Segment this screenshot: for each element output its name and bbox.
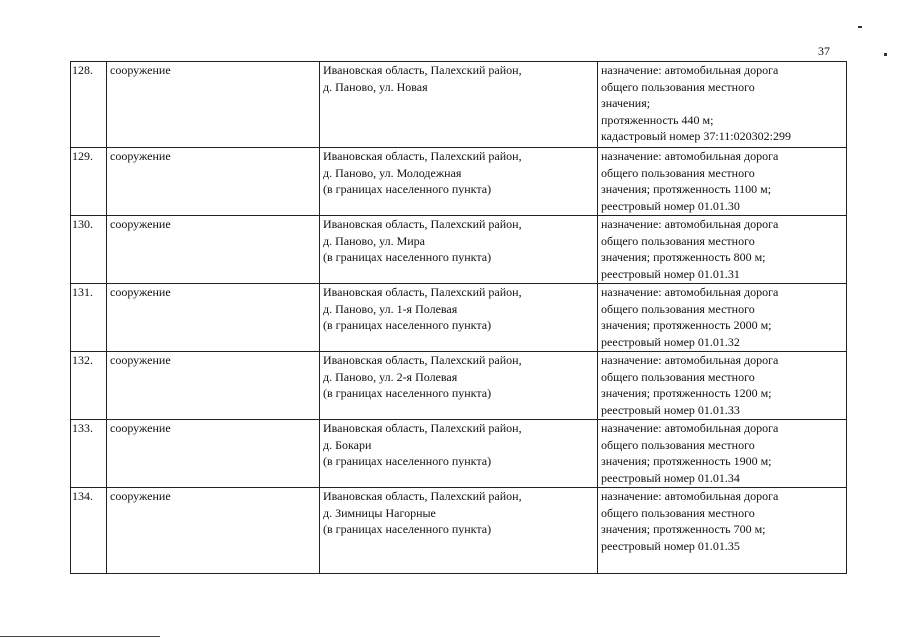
address-cell [320,148,598,216]
description-line: назначение: автомобильная дорога [601,285,779,299]
row-number: 130. [71,216,107,284]
description-line: протяженность 440 м; [601,112,714,127]
address-line: Ивановская область, Палехский район, [323,285,522,299]
address-cell [320,488,598,574]
address-line: д. Паново, ул. Мира [323,233,425,248]
description-line: общего пользования местного [601,437,755,452]
description-cell [598,148,847,216]
address-line: д. Паново, ул. 1-я Полевая [323,301,458,316]
description-cell [598,352,847,420]
description-cell [598,284,847,352]
address-line: Ивановская область, Палехский район, [323,353,522,367]
address-cell [320,62,598,148]
description-line: назначение: автомобильная дорога [601,63,779,77]
description-line: реестровый номер 01.01.30 [601,198,740,213]
address-line: (в границах населенного пункта) [323,250,492,264]
description-line: реестровый номер 01.01.31 [601,266,740,281]
description-cell [598,420,847,488]
object-type: сооружение [107,352,320,420]
description-line: значения; протяженность 800 м; [601,250,766,264]
table-row [71,488,847,574]
description-line: общего пользования местного [601,79,755,94]
address-line: (в границах населенного пункта) [323,522,492,536]
description-line: реестровый номер 01.01.33 [601,402,740,417]
description-line: общего пользования местного [601,165,755,180]
scan-artifact [884,53,887,56]
address-cell [320,352,598,420]
scan-artifact [0,636,160,637]
object-type: сооружение [107,216,320,284]
row-number: 132. [71,352,107,420]
description-line: значения; протяженность 700 м; [601,522,766,536]
table-row [71,148,847,216]
address-line: Ивановская область, Палехский район, [323,149,522,163]
row-number: 133. [71,420,107,488]
table-row [71,352,847,420]
description-line: значения; протяженность 1900 м; [601,454,772,468]
table-body [71,62,847,574]
description-line: значения; протяженность 2000 м; [601,318,772,332]
description-line: общего пользования местного [601,505,755,520]
address-line: Ивановская область, Палехский район, [323,63,522,77]
description-line: кадастровый номер 37:11:020302:299 [601,129,791,143]
description-line: общего пользования местного [601,369,755,384]
address-line: (в границах населенного пункта) [323,318,492,332]
table-row [71,62,847,148]
address-line: (в границах населенного пункта) [323,386,492,400]
description-cell [598,488,847,574]
address-cell [320,216,598,284]
description-line: назначение: автомобильная дорога [601,217,779,231]
address-line: (в границах населенного пункта) [323,454,492,468]
address-line: Ивановская область, Палехский район, [323,489,522,503]
address-line: Ивановская область, Палехский район, [323,421,522,435]
row-number: 134. [71,488,107,574]
table-row [71,284,847,352]
scan-artifact [858,26,862,28]
address-line: (в границах населенного пункта) [323,182,492,196]
description-line: значения; [601,96,651,110]
description-line: общего пользования местного [601,233,755,248]
address-line: д. Паново, ул. 2-я Полевая [323,369,458,384]
address-cell [320,284,598,352]
address-line: Ивановская область, Палехский район, [323,217,522,231]
address-cell [320,420,598,488]
object-type: сооружение [107,420,320,488]
description-line: реестровый номер 01.01.35 [601,538,740,553]
object-type: сооружение [107,488,320,574]
table-row [71,420,847,488]
description-line: значения; протяженность 1100 м; [601,182,772,196]
address-line: д. Паново, ул. Новая [323,79,428,94]
row-number: 129. [71,148,107,216]
description-line: назначение: автомобильная дорога [601,149,779,163]
description-line: реестровый номер 01.01.34 [601,470,740,485]
table-row [71,216,847,284]
object-type: сооружение [107,148,320,216]
description-line: назначение: автомобильная дорога [601,489,779,503]
description-line: назначение: автомобильная дорога [601,353,779,367]
row-number: 131. [71,284,107,352]
registry-table [70,61,847,574]
description-cell [598,62,847,148]
description-line: общего пользования местного [601,301,755,316]
row-number: 128. [71,62,107,148]
object-type: сооружение [107,284,320,352]
object-type: сооружение [107,62,320,148]
description-line: значения; протяженность 1200 м; [601,386,772,400]
address-line: д. Зимницы Нагорные [323,505,436,520]
address-line: д. Паново, ул. Молодежная [323,165,462,180]
description-line: назначение: автомобильная дорога [601,421,779,435]
description-line: реестровый номер 01.01.32 [601,334,740,349]
description-cell [598,216,847,284]
address-line: д. Бокари [323,437,372,452]
page-number: 37 [818,44,830,58]
